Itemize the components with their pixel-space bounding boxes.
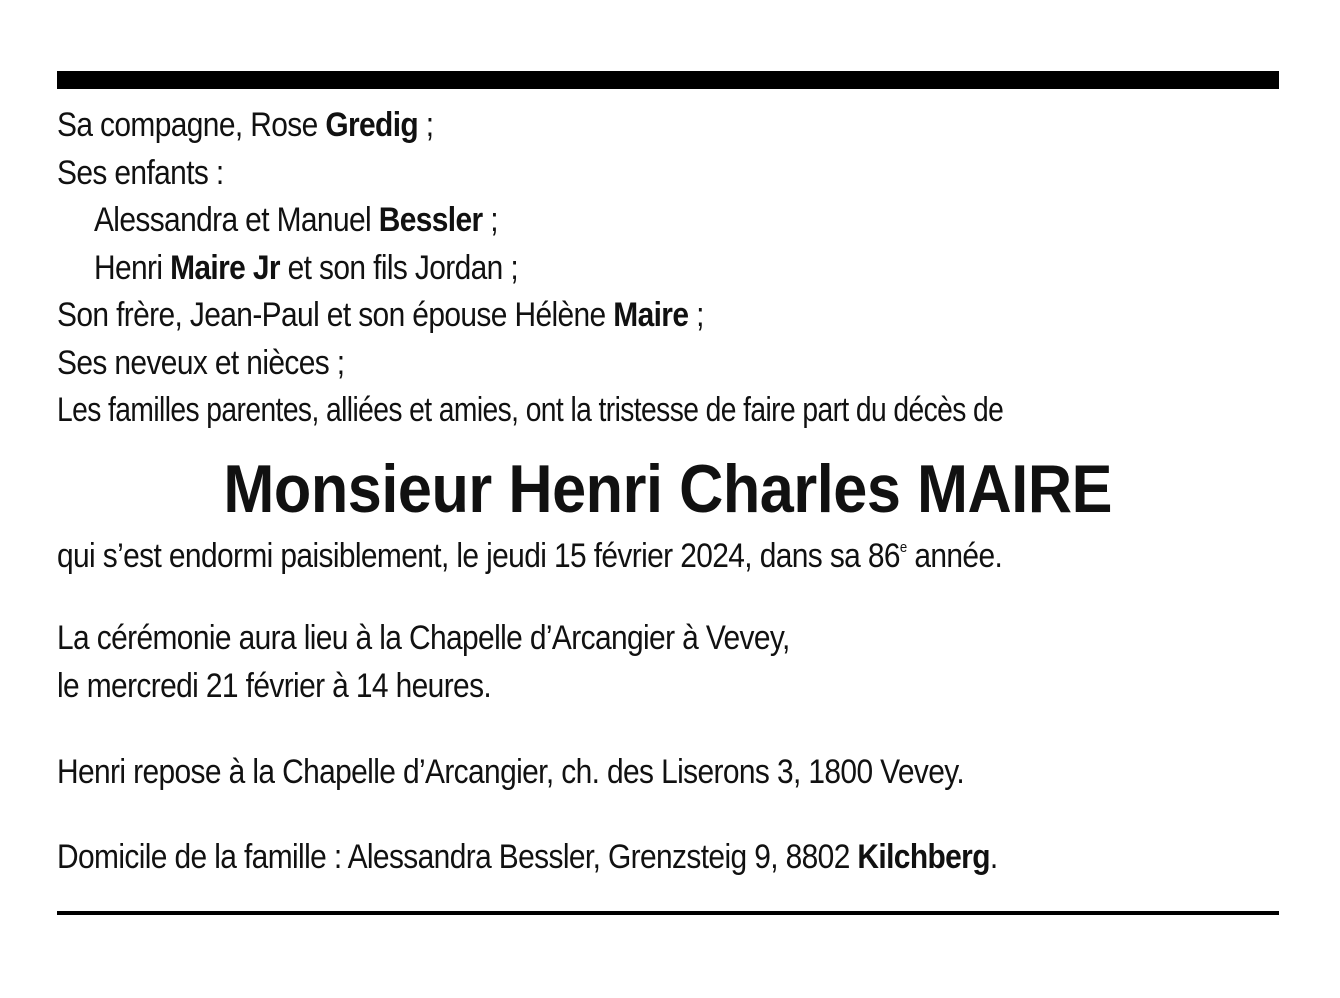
home-text: Domicile de la famille : Alessandra Bessler, Grenzsteig 9, 8802 [57,837,858,876]
companion-line [57,102,1132,150]
companion-text: Sa compagne, Rose [57,106,326,144]
announcement-line: Les familles parentes, alliées et amies, ont la tristesse de faire part du décès de [57,391,1004,429]
child-1-surname: Bessler [378,201,483,239]
child-1-text: Alessandra et Manuel [93,201,379,239]
home-city: Kilchberg [857,837,990,876]
nephews-line: Ses neveux et nièces ; [57,343,345,382]
brother-surname: Maire [613,296,689,334]
companion-suffix: ; [418,106,434,144]
home-suffix: . [989,837,998,876]
child-line-2 [57,245,1132,293]
brother-suffix: ; [688,296,704,334]
deceased-name-text: Monsieur Henri Charles MAIRE [223,450,1113,527]
children-heading: Ses enfants : [57,153,224,192]
obituary-notice [57,71,1279,881]
ceremony-line-2: le mercredi 21 février à 14 heures. [57,666,492,705]
rest-line: Henri repose à la Chapelle d’Arcangier, ch. des Liserons 3, 1800 Vevey. [57,753,965,791]
child-1-suffix: ; [482,201,498,239]
child-2-surname: Maire Jr [170,248,280,287]
home-line [57,834,1132,882]
deceased-name [57,449,1279,529]
ceremony-line-1: La cérémonie aura lieu à la Chapelle d’Arcangier à Vevey, [57,619,790,657]
companion-surname: Gredig [325,106,419,144]
brother-line [57,292,1132,340]
passing-suffix: année. [906,536,1003,575]
child-2-suffix: et son fils Jordan ; [279,248,519,287]
ordinal-superscript: e [899,538,907,556]
bottom-rule [57,911,1279,915]
brother-text: Son frère, Jean-Paul et son épouse Hélène [57,296,614,334]
top-rule [57,71,1279,89]
child-2-text: Henri [93,248,171,287]
passing-line [57,533,1132,581]
passing-text: qui s’est endormi paisiblement, le jeudi 15 février 2024, dans sa 86 [57,536,900,575]
child-line-1 [57,197,1132,245]
